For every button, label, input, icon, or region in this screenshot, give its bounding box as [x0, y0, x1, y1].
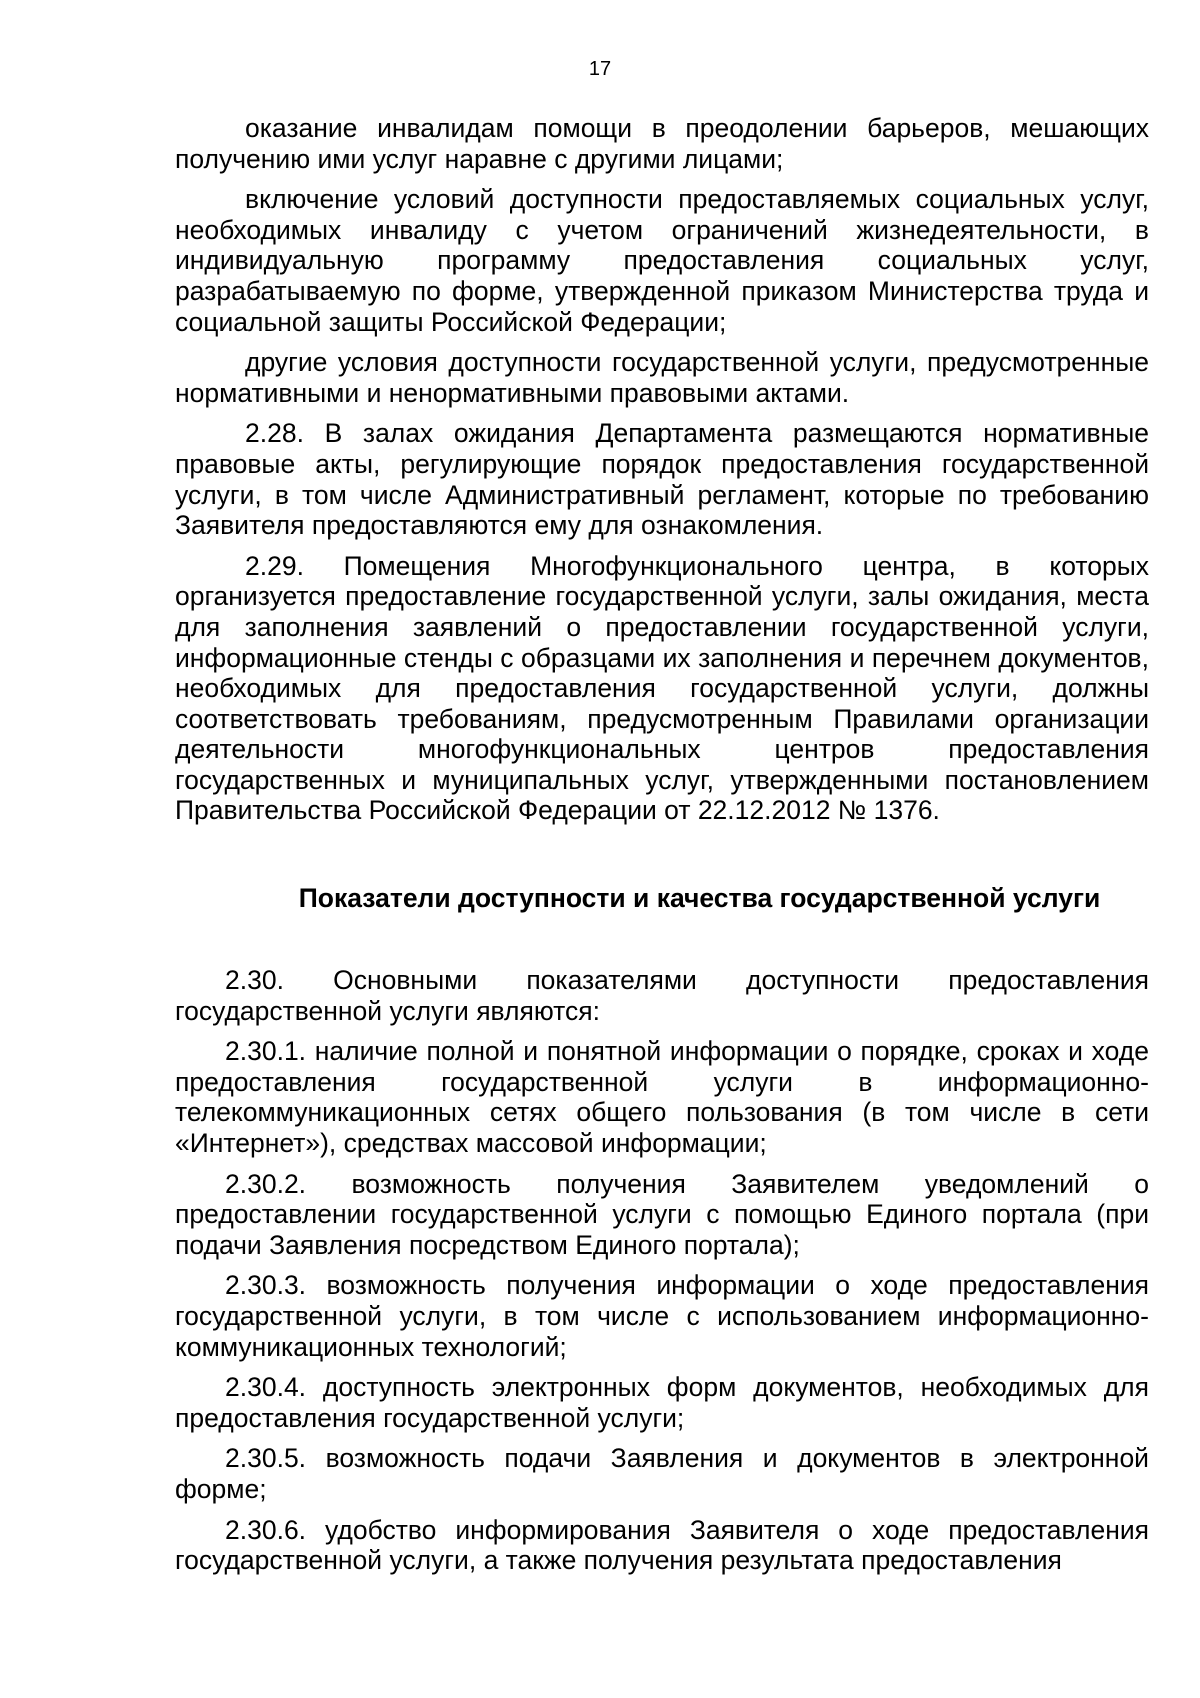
- page-number: 17: [588, 58, 612, 80]
- paragraph-other-conditions: другие условия доступности государственной услуги, предусмотренные нормативными и ненормативными правовыми актами.: [175, 347, 1149, 408]
- paragraph-assistance: оказание инвалидам помощи в преодолении барьеров, мешающих получению ими услуг наравне с другими лицами;: [175, 113, 1149, 174]
- paragraph-2-29: 2.29. Помещения Многофункционального центра, в которых организуется предоставление государственной услуги, залы ожидания, места для заполнения заявлений о предоставлении государственной услуги, информационные стенды с образцами их заполнения и перечнем документов, необходимых для предоставления государственной услуги, должны соответствовать требованиям, предусмотренным Правилами организации деятельности многофункциональных центров предоставления государственных и муниципальных услуг, утвержденными постановлением Правительства Российской Федерации от 22.12.2012 № 1376.: [175, 550, 1149, 826]
- paragraph-2-30-1: 2.30.1. наличие полной и понятной информации о порядке, сроках и ходе предоставления государственной услуги в информационно-телекоммуникационных сетях общего пользования (в том числе в сети «Интернет»), средствах массовой информации;: [175, 1036, 1149, 1158]
- paragraph-2-30-4: 2.30.4. доступность электронных форм документов, необходимых для предоставления государственной услуги;: [175, 1372, 1149, 1433]
- section-heading: Показатели доступности и качества государственной услуги: [298, 883, 1101, 913]
- paragraph-accessibility-conditions: включение условий доступности предоставляемых социальных услуг, необходимых инвалиду с учетом ограничений жизнедеятельности, в индивидуальную программу предоставления социальных услуг, разрабатываемую по форме, утвержденной приказом Министерства труда и социальной защиты Российской Федерации;: [175, 184, 1149, 337]
- paragraph-2-30: 2.30. Основными показателями доступности предоставления государственной услуги являются:: [175, 965, 1149, 1026]
- paragraph-2-30-2: 2.30.2. возможность получения Заявителем уведомлений о предоставлении государственной услуги с помощью Единого портала (при подачи Заявления посредством Единого портала);: [175, 1168, 1149, 1260]
- paragraph-2-30-6: 2.30.6. удобство информирования Заявителя о ходе предоставления государственной услуги, а также получения результата предоставления: [175, 1514, 1149, 1576]
- body-text-top: [175, 113, 1149, 826]
- paragraph-2-28: 2.28. В залах ожидания Департамента размещаются нормативные правовые акты, регулирующие порядок предоставления государственной услуги, в том числе Административный регламент, которые по требованию Заявителя предоставляются ему для ознакомления.: [175, 418, 1149, 541]
- body-text-bottom: [175, 965, 1149, 1576]
- paragraph-2-30-5: 2.30.5. возможность подачи Заявления и документов в электронной форме;: [175, 1443, 1149, 1504]
- paragraph-2-30-3: 2.30.3. возможность получения информации о ходе предоставления государственной услуги, в том числе с использованием информационно-коммуникационных технологий;: [175, 1270, 1149, 1362]
